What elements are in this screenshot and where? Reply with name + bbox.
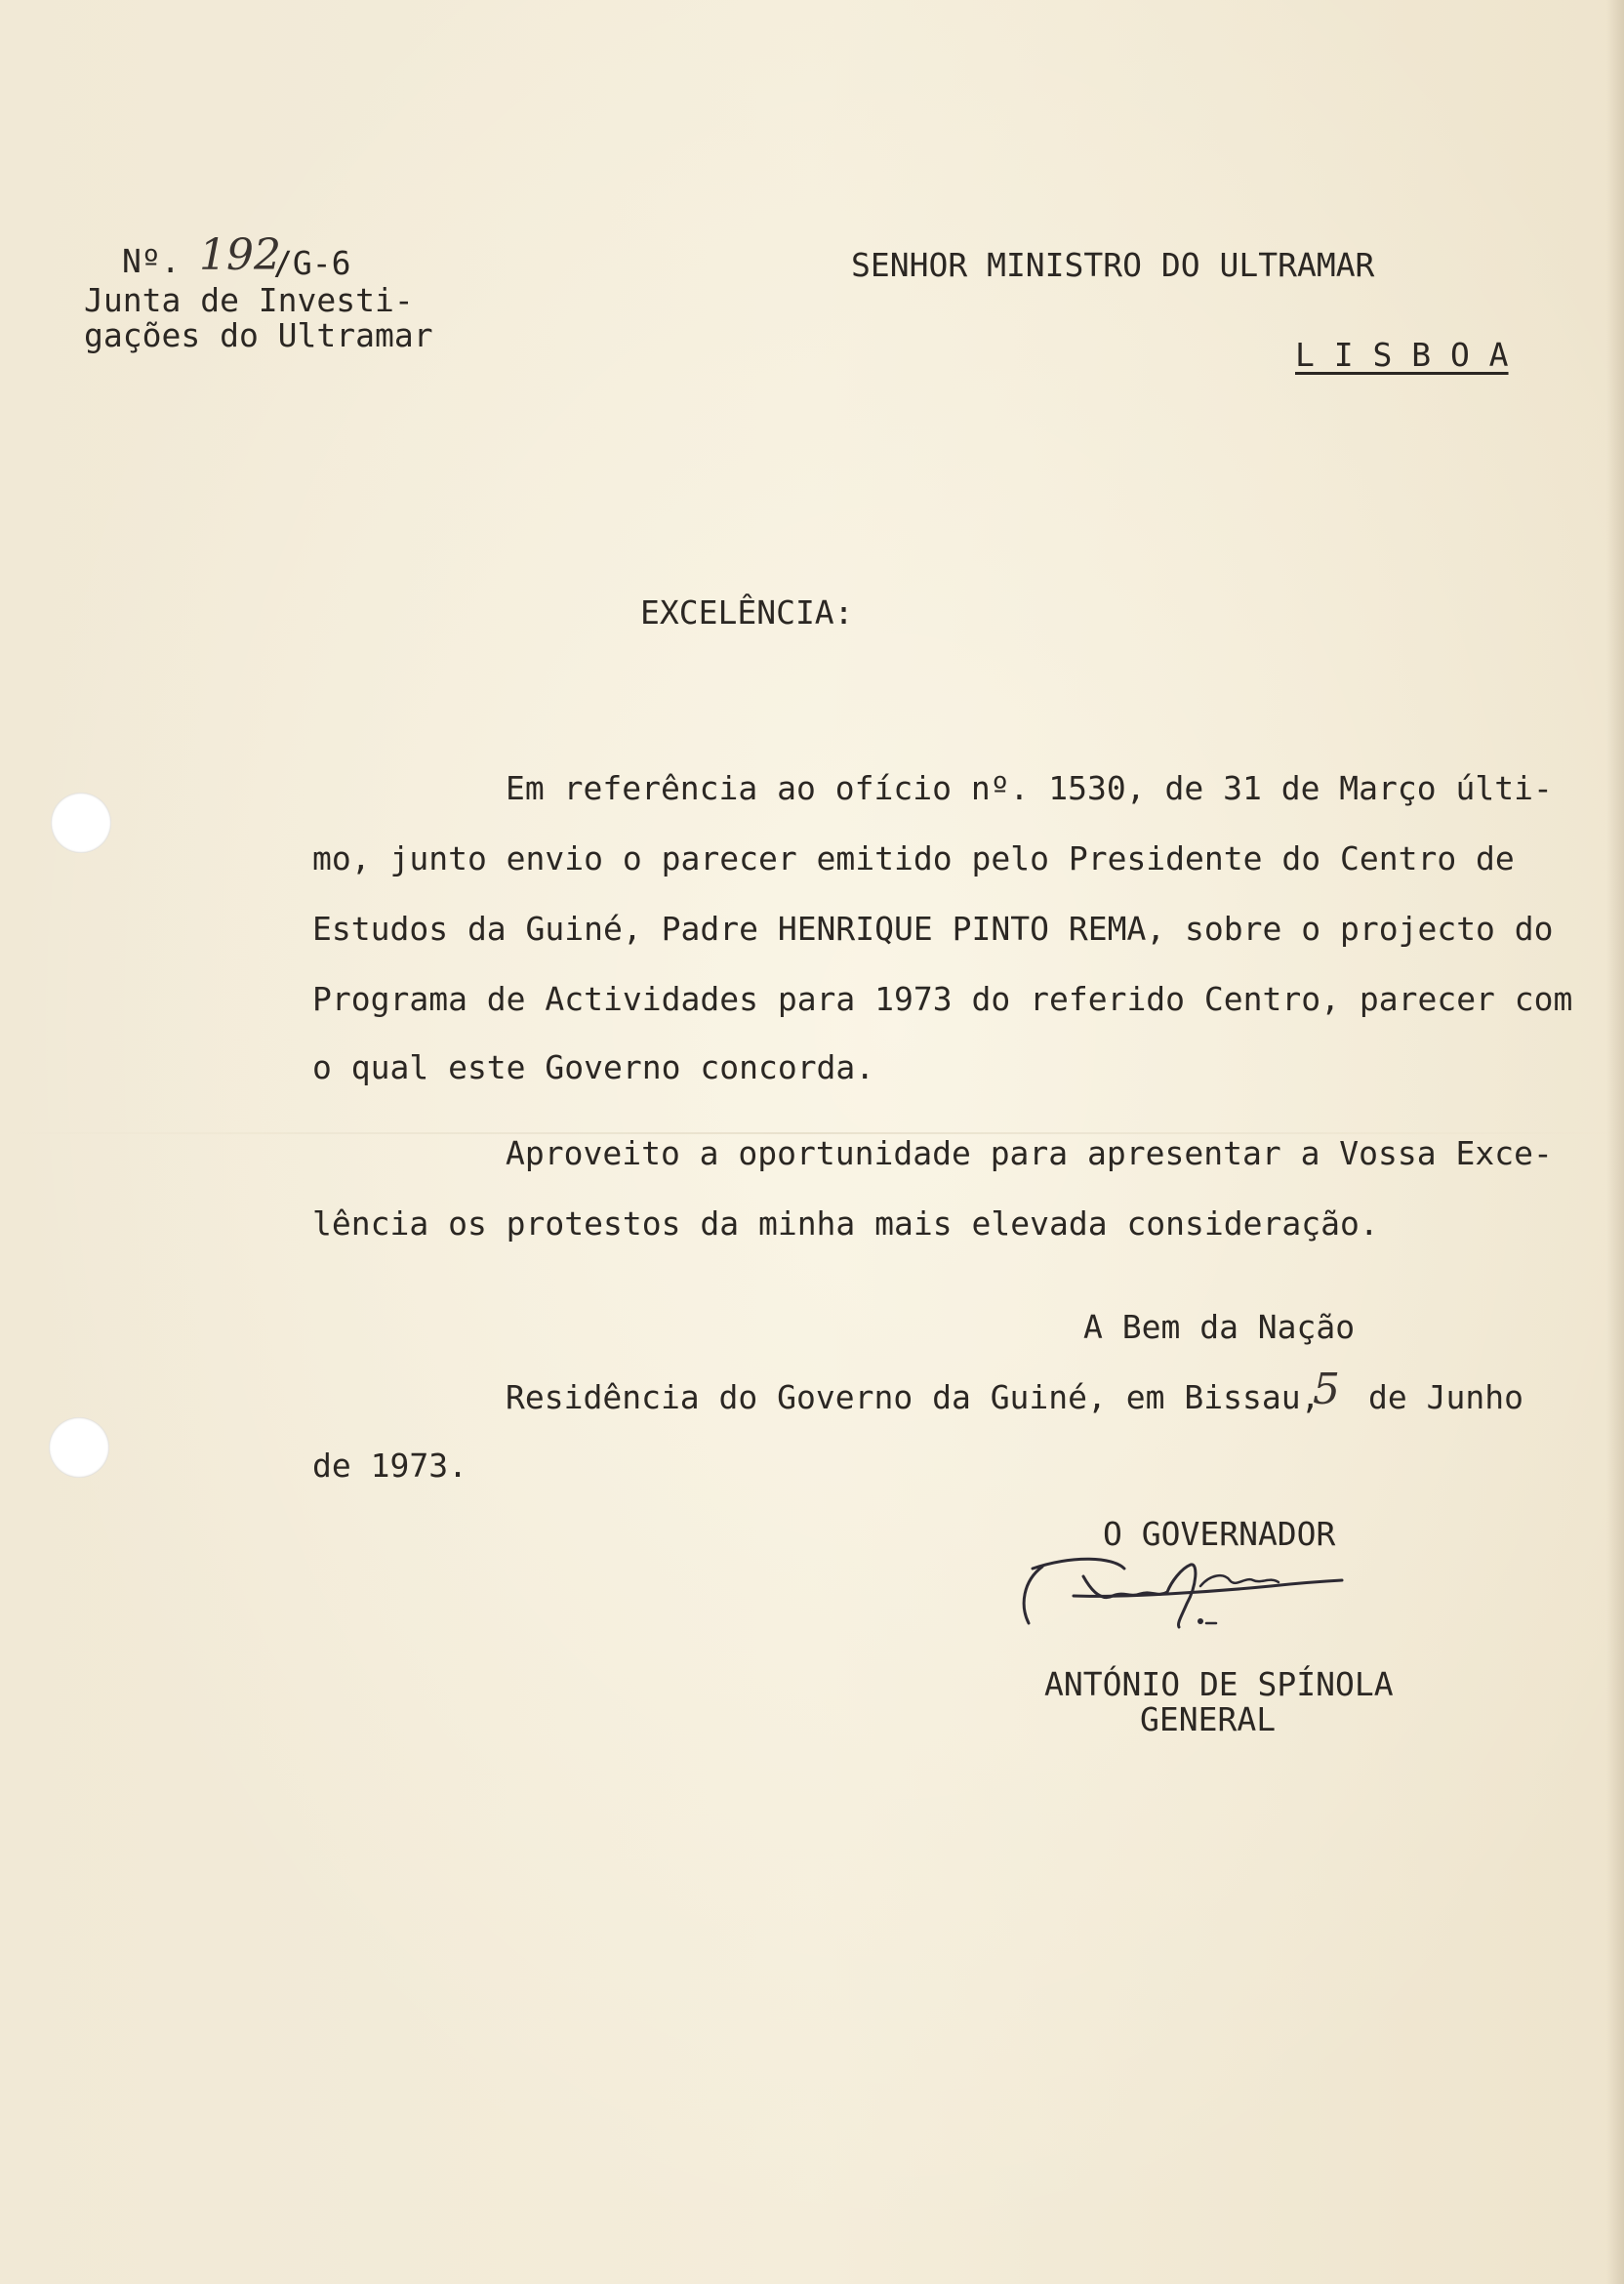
- handwritten-signature: [1015, 1547, 1366, 1635]
- punch-hole: [49, 1417, 109, 1478]
- body-line: o qual este Governo concorda.: [312, 1048, 875, 1086]
- place-date-prefix: Residência do Governo da Guiné, em Bissau,: [506, 1378, 1320, 1416]
- reference-number-prefix: Nº.: [122, 242, 181, 280]
- body-line: Em referência ao ofício nº. 1530, de 31 de Março últi-: [506, 769, 1553, 807]
- organization-line-2: gações do Ultramar: [84, 316, 433, 354]
- body-line: Estudos da Guiné, Padre HENRIQUE PINTO REMA, sobre o projecto do: [312, 910, 1554, 948]
- punch-hole: [51, 793, 111, 853]
- body-line: Aproveito a oportunidade para apresentar a Vossa Exce-: [506, 1134, 1553, 1172]
- body-line: lência os protestos da minha mais elevada consideração.: [312, 1204, 1379, 1243]
- body-line: Programa de Actividades para 1973 do referido Centro, parecer com: [312, 980, 1573, 1018]
- reference-number-handwritten: 192: [199, 230, 281, 280]
- date-year-line: de 1973.: [312, 1447, 467, 1485]
- body-line: mo, junto envio o parecer emitido pelo Presidente do Centro de: [312, 839, 1515, 877]
- page-edge: [1606, 0, 1624, 2284]
- place-date-suffix: de Junho: [1368, 1378, 1523, 1416]
- signatory-name: ANTÓNIO DE SPÍNOLA: [1044, 1665, 1394, 1703]
- signatory-rank: GENERAL: [1140, 1700, 1277, 1738]
- organization-line-1: Junta de Investi-: [84, 281, 414, 319]
- signatory-role: O GOVERNADOR: [1103, 1515, 1336, 1553]
- addressee-city: L I S B O A: [1295, 336, 1509, 374]
- salutation: EXCELÊNCIA:: [640, 593, 854, 632]
- closing-motto: A Bem da Nação: [1083, 1308, 1356, 1346]
- addressee: SENHOR MINISTRO DO ULTRAMAR: [851, 246, 1375, 284]
- reference-number-suffix: /G-6: [273, 244, 351, 282]
- date-day-handwritten: 5: [1313, 1365, 1340, 1414]
